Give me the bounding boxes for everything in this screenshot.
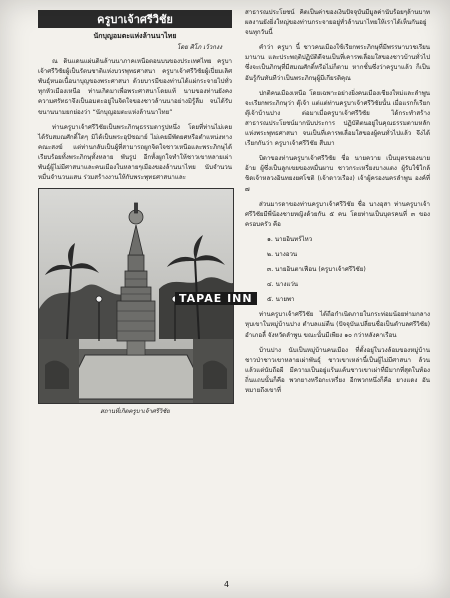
list-item: ๕. นายพา bbox=[267, 296, 295, 304]
right-column bbox=[245, 8, 430, 401]
list-item: ๔. นางแว่น bbox=[267, 281, 299, 289]
watermark-label: TAPAE INN bbox=[175, 292, 257, 305]
right-paragraph-6: ท่านครูบาเจ้าศรีวิชัย ได้ถือกำเนิดภายในกระท่อมน้อยท่ามกลางหุบเขาในหมู่บ้านปาง ตำบลแม่ตืน (ปัจจุบันเปลี่ยนชื่อเป็นตำบลศรีวิชัย) อำเภอลี้ จังหวัดลำพูน ขณะนั้นมีเพียง ๑๐ กว่าหลังคาเรือน bbox=[245, 311, 430, 339]
photo-caption: สถานที่เกิดครูบาเจ้าศรีวิชัย bbox=[100, 408, 170, 416]
left-paragraph-1: ณ ดินแดนแผ่นดินล้านนาภาคเหนือตอนบนของประเทศไทย ครูบาเจ้าศรีวิชัยผู้เป็นรัตนชาติแห่งบวรพุทธศาสนา ครูบาเจ้าศรีวิชัยผู้เปี่ยมเลิศพันธุ์หนอเนื้อนาบุญของพระศาสนา ด้วยบารมีของท่านได้แผ่กระจายไปทั่วทุกหัวเมืองเหนือ ท่านเกิดมาเพื่อพระศาสนาโดยแท้ นามของท่านยังคงความศรัทธาจึงเป็นอมตะอยู่ในจิตใจของชาวล้านนาอย่างมิรู้ลืม จนได้รับขนานนามยกย่องว่า “นักบุญอมตะแห่งล้านนาไทย” bbox=[38, 58, 232, 116]
left-column bbox=[38, 8, 232, 417]
article-subtitle: นักบุญอมตะแห่งล้านนาไทย bbox=[93, 32, 177, 40]
right-paragraph-1: สาธารณประโยชน์ คิดเป็นค่าของเงินปัจจุบันมีมูลค่านับร้อยๆล้านบาท ผลงานยังยิ่งใหญ่ของท่านกระจายอยู่ทั่วล้านนาไทยให้เราได้เห็นกันอยู่จนทุกวันนี้ bbox=[245, 9, 430, 37]
list-item: ๓. นายอินตาเฟือน (ครูบาเจ้าศรีวิชัย) bbox=[267, 266, 366, 274]
right-paragraph-7: บ้านปาง นับเป็นหมู่บ้านคนเมือง ที่ตั้งอยู่ในวงล้อมของหมู่บ้านชาวป่าชาวเขาหลายเผ่าพันธุ์ ชาวเขาเหล่านี้เป็นผู้ไม่มีศาสนา ล้วนแล้วแต่นับถือผี มีความเป็นอยู่แร้นแค้นชาวเขาเผ่าที่มีมากที่สุดในท้องถิ่นแถบนั้นก็คือ พวกยางหรือกะเหรี่ยง อีกพวกหนึ่งก็คือ ยางแดง อันหมายถึงเขาที่ bbox=[245, 346, 430, 394]
page-number: 4 bbox=[224, 580, 230, 589]
right-paragraph-5: ส่วนมารดาของท่านครูบาเจ้าศรีวิชัย ชื่อ นางอุสา ท่านครูบาเจ้าศรีวิชัยมีพี่น้องชายหญิงด้วยกัน ๕ คน โดยท่านเป็นบุตรคนที่ ๓ ของครอบครัว คือ bbox=[245, 200, 430, 228]
left-paragraph-2: ท่านครูบาเจ้าศรีวิชัยเป็นพระภิกษุธรรมดารูปหนึ่ง โดยที่ท่านไม่เคยได้รับสมณศักดิ์ใดๆ มิได้เป็นพระอุปัชฌาย์ ไม่เคยมีพัดยศหรือตำแหน่งทางคณะสงฆ์ แต่ท่านกลับเป็นผู้ที่สามารถผูกจิตใจชาวเหนือและพระภิกษุได้เรียบร้อยทั้งพระภิกษุทั้งหลาย พันรูป อีกทั้งผูกใจทำให้ชาวเขาหลายเผ่าพันธุ์ผู้ไม่มีศาสนาและคนเมืองในหลายๆเมืองของล้านนาไทย นับจำนวนหมื่นจำนวนแสน ร่วมสร้างงานให้กับพระพุทธศาสนาและ bbox=[38, 123, 232, 182]
right-paragraph-4: บิดาของท่านครูบาเจ้าศรีวิชัย ชื่อ นายควาย เป็นบุตรของนายอ้าย ผู้ซึ่งเป็นลูกเขยของหมื่นผาบ ชาวกระเหรี่ยงบางแดง ผู้รับใช้ใกล้ชิดเจ้าหลวงอินทยงยศโชติ (เจ้าดาวเรือง) เจ้าผู้ครองนครลำพูน องค์ที่ ๗ bbox=[245, 155, 430, 193]
article-author: โดย ศิโภ เว้วกงง bbox=[176, 44, 222, 51]
right-paragraph-3: ปกติคนเมืองเหนือ โดยเฉพาะอย่างยิ่งคนเมืองเชียงใหม่และลำพูน จะเรียกพระภิกษุว่า ตุ๊เจ้า แต่แต่ท่านครูบาเจ้าศรีวิชัยนั้น เมื่อแรกก็เรียก ตุ๊เจ้าบ้านปาง ต่อมาเมื่อครูบาเจ้าศรีวิชัย ได้กระทำสร้างสาธารณประโยชน์มากนับประการ ปฏิบัติตนอยู่ในคุณธรรมตามหลักแห่งพระพุทธศาสนา จนเป็นที่เคารพเลื่อมใสของผู้คนทั่วไปแล้ว จึงได้เรียกกันว่า ครูบาเจ้าศรีวิชัย สืบมา bbox=[245, 89, 430, 148]
list-item: ๒. นางอวน bbox=[267, 250, 298, 258]
right-paragraph-2: คำว่า ครูบา นี้ ชาวคนเมืองใช้เรียกพระภิกษุที่มีพรรษาบวชเรียนมานาน และประพฤติปฏิบัติดีจนเป็นที่เคารพเลื่อมใสของชาวบ้านทั่วไป ซึ่งจะเป็นภิกษุที่มีสมณศักดิ์หรือไม่ก็ตาม หากชั้นซึ่งว่าครูบาแล้ว ก็เป็นอันรู้กันทันทีว่าเป็นพระภิกษุผู้มีเกียรติคุณ bbox=[245, 44, 430, 82]
list-item: ๑. นายอินทร์ไหว bbox=[267, 235, 313, 243]
siblings-list bbox=[245, 235, 430, 305]
article-title: ครูบาเจ้าศรีวิชัย bbox=[38, 10, 232, 28]
